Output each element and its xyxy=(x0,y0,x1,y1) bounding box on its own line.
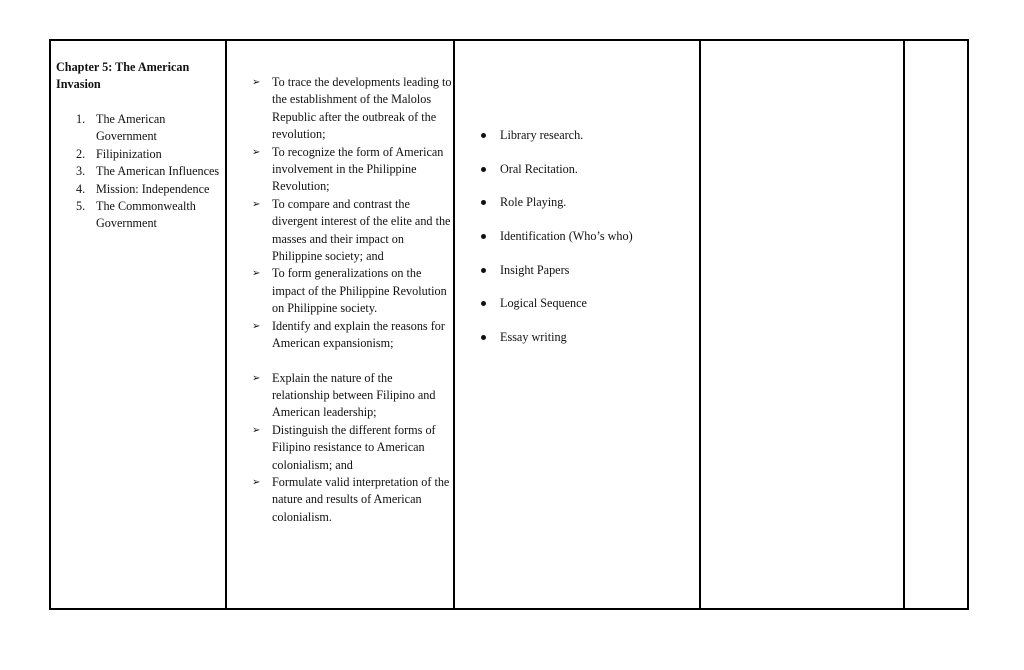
objective-item xyxy=(227,265,453,317)
arrow-bullet-icon: ➢ xyxy=(252,268,261,280)
topic-text: The American Government xyxy=(96,112,166,144)
bullet-dot-icon xyxy=(481,133,486,138)
bullet-dot-icon xyxy=(481,200,486,205)
objective-item xyxy=(227,474,453,526)
topics-cell xyxy=(51,41,227,608)
activity-text: Library research. xyxy=(500,128,584,142)
topic-number: 2. xyxy=(76,146,86,161)
activity-item xyxy=(455,228,699,245)
topic-text: The Commonwealth Government xyxy=(96,199,196,231)
objective-text: Distinguish the different forms of Filipino resistance to American colonialism; and xyxy=(272,422,436,472)
topic-text: The American Influences xyxy=(96,164,220,179)
objective-item xyxy=(227,144,453,196)
topic-number: 5. xyxy=(76,199,86,214)
arrow-bullet-icon: ➢ xyxy=(252,424,261,436)
topic-item xyxy=(51,198,223,233)
objective-text: To form generalizations on the impact of the Philippine Revolution on Philippine society. xyxy=(272,266,447,316)
activity-item xyxy=(455,127,699,144)
activity-text: Role Playing. xyxy=(500,195,567,210)
bullet-dot-icon xyxy=(481,335,486,340)
activity-text: Oral Recitation. xyxy=(500,161,578,176)
activity-text: Identification (Who’s who) xyxy=(500,229,633,244)
arrow-bullet-icon: ➢ xyxy=(252,320,261,332)
topic-number: 1. xyxy=(76,112,86,126)
activity-item xyxy=(455,295,699,312)
objectives-cell xyxy=(227,41,455,608)
bullet-dot-icon xyxy=(481,268,486,273)
empty-cell-5 xyxy=(905,41,967,608)
objective-text: To recognize the form of American involvement in the Philippine Revolution; xyxy=(272,144,444,194)
objective-item xyxy=(227,318,453,353)
topic-item xyxy=(51,146,223,163)
topic-text: Mission: Independence xyxy=(96,181,210,196)
objective-text: Identify and explain the reasons for American expansionism; xyxy=(272,318,445,351)
syllabus-table xyxy=(49,39,969,610)
objective-item xyxy=(227,422,453,474)
topic-number: 4. xyxy=(76,181,86,196)
topic-item xyxy=(51,111,223,146)
arrow-bullet-icon: ➢ xyxy=(252,476,261,488)
activities-cell xyxy=(455,41,701,608)
objective-text: Explain the nature of the relationship between Filipino and American leadership; xyxy=(272,370,436,420)
activity-text: Insight Papers xyxy=(500,262,570,277)
topic-item xyxy=(51,163,223,180)
chapter-title: Chapter 5: The American Invasion xyxy=(56,60,190,92)
activity-text: Logical Sequence xyxy=(500,296,587,311)
arrow-bullet-icon: ➢ xyxy=(252,372,261,384)
activity-item xyxy=(455,194,699,211)
activity-item xyxy=(455,329,699,346)
objective-text: To trace the developments leading to the establishment of the Malolos Republic after the outbreak of the revolution; xyxy=(272,75,452,142)
topic-text: Filipinization xyxy=(96,146,162,161)
bullet-dot-icon xyxy=(481,167,486,172)
topic-item xyxy=(51,181,223,198)
bullet-dot-icon xyxy=(481,234,486,239)
activities-list xyxy=(455,127,699,363)
objective-text: Formulate valid interpretation of the nature and results of American colonialism. xyxy=(272,474,450,524)
bullet-dot-icon xyxy=(481,301,486,306)
objective-item xyxy=(227,74,453,144)
topic-list xyxy=(51,111,223,233)
topic-number: 3. xyxy=(76,164,86,179)
activity-item xyxy=(455,262,699,279)
activity-item xyxy=(455,161,699,178)
objective-text: To compare and contrast the divergent interest of the elite and the masses and their impact on Philippine society; and xyxy=(272,196,451,264)
arrow-bullet-icon: ➢ xyxy=(252,198,261,210)
activity-text: Essay writing xyxy=(500,330,567,345)
objectives-list xyxy=(227,74,453,526)
arrow-bullet-icon: ➢ xyxy=(252,146,261,158)
arrow-bullet-icon: ➢ xyxy=(252,77,261,88)
objective-item xyxy=(227,370,453,422)
empty-cell-4 xyxy=(701,41,905,608)
objective-item xyxy=(227,196,453,266)
